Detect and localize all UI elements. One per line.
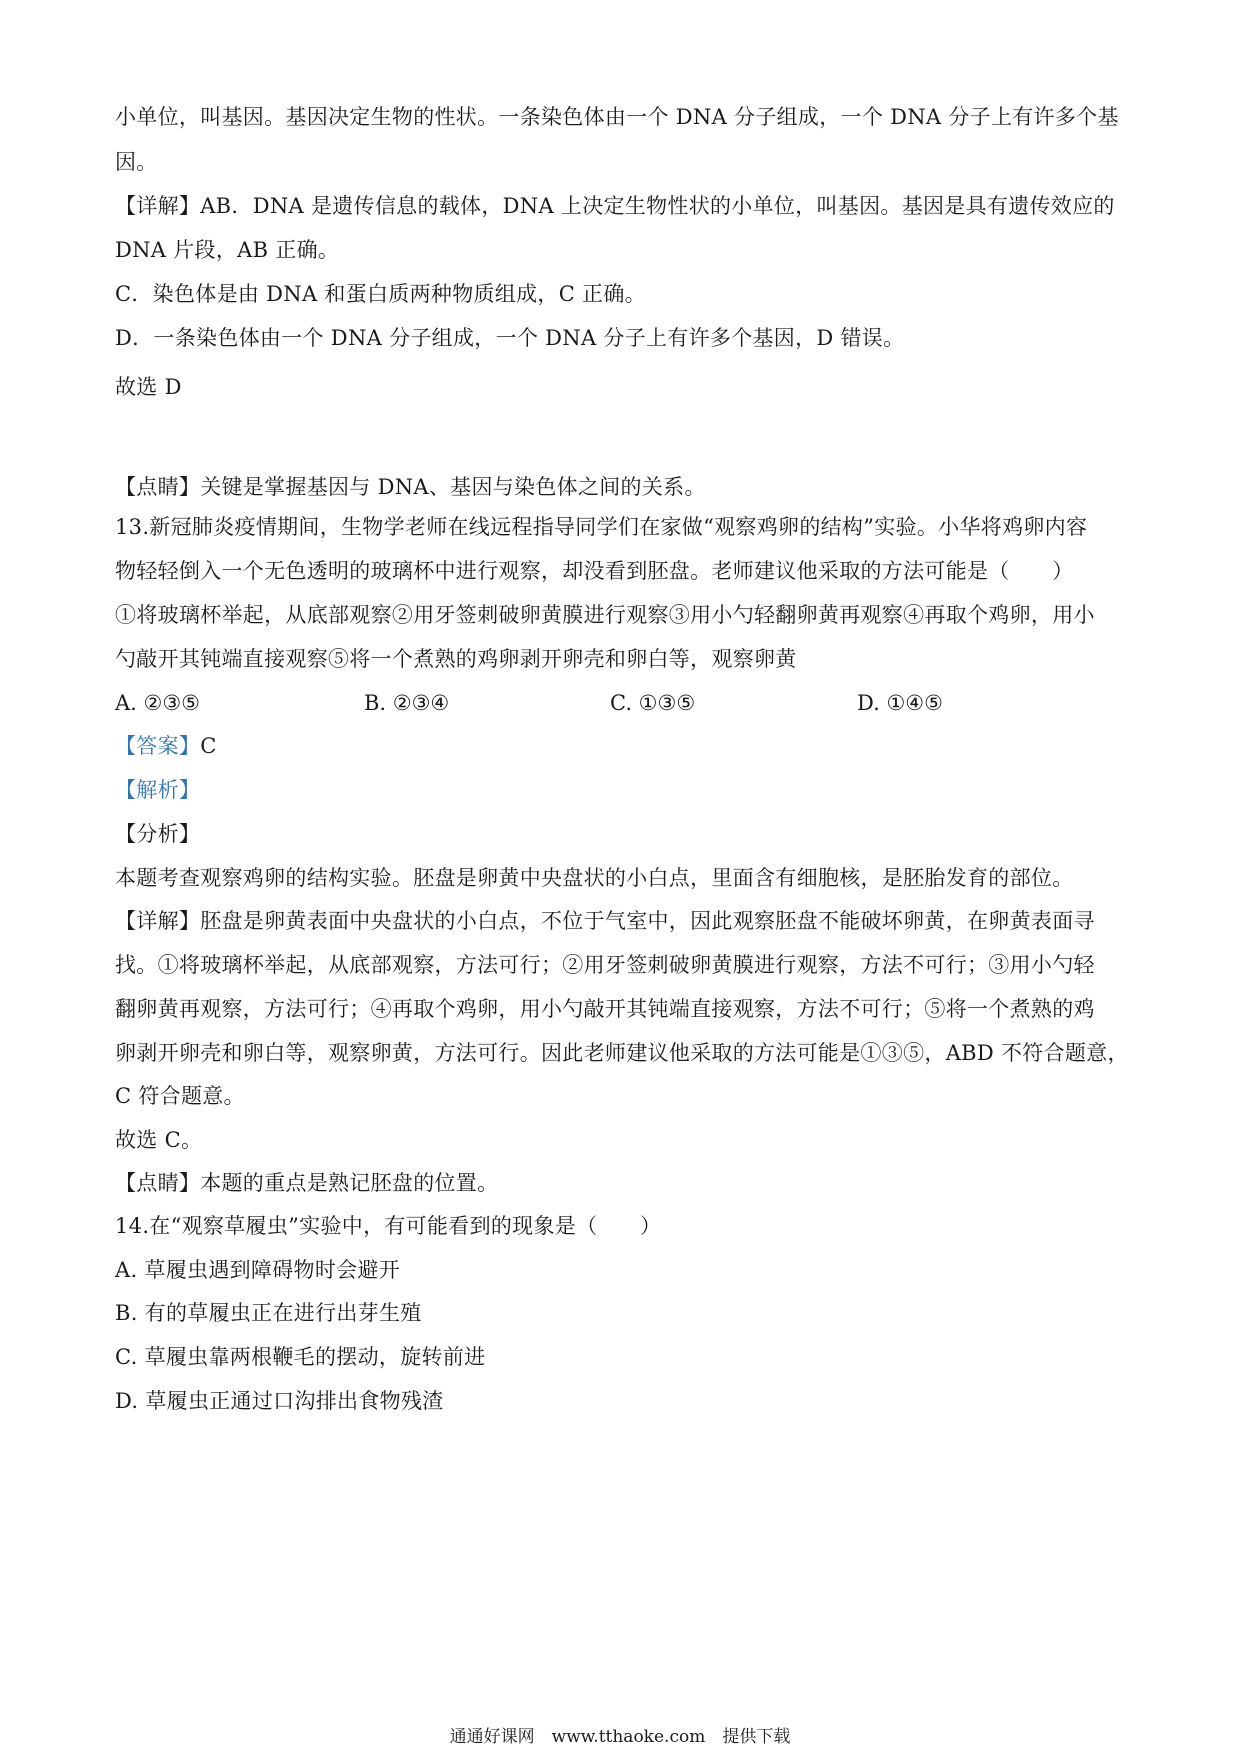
text-line: C．染色体是由 DNA 和蛋白质两种物质组成，C 正确。: [115, 282, 646, 306]
fenxi-heading: 【分析】: [115, 822, 201, 846]
text-line: DNA 片段，AB 正确。: [115, 238, 340, 262]
analysis-heading: 【解析】: [115, 778, 201, 802]
question-13-stem: 13.新冠肺炎疫情期间，生物学老师在线远程指导同学们在家做“观察鸡卵的结构”实验。小华将鸡卵内容: [115, 515, 1088, 539]
text-line: 因。: [115, 150, 158, 174]
question-13-stem: ①将玻璃杯举起，从底部观察②用牙签刺破卵黄膜进行观察③用小勺轻翻卵黄再观察④再取个鸡卵，用小: [115, 603, 1095, 627]
conclusion-line: 故选 D: [115, 375, 182, 399]
page-footer: 通通好课网 www.tthaoke.com 提供下载: [449, 1727, 791, 1747]
question-14-stem: 14.在“观察草履虫”实验中，有可能看到的现象是（ ）: [115, 1214, 662, 1238]
detail-paragraph: 翻卵黄再观察，方法可行；④再取个鸡卵，用小勺敲开其钝端直接观察，方法不可行；⑤将一个煮熟的鸡: [115, 997, 1095, 1021]
answer-label: 【答案】: [115, 734, 201, 758]
question-13-option-b: B. ②③④: [364, 691, 450, 715]
key-point-line: 【点睛】关键是掌握基因与 DNA、基因与染色体之间的关系。: [115, 475, 706, 499]
question-14-option-b: B. 有的草履虫正在进行出芽生殖: [115, 1301, 422, 1325]
detail-paragraph: 卵剥开卵壳和卵白等，观察卵黄，方法可行。因此老师建议他采取的方法可能是①③⑤，ABD 不符合题意，: [115, 1041, 1129, 1065]
detail-paragraph: 【详解】AB．DNA 是遗传信息的载体，DNA 上决定生物性状的小单位，叫基因。基因是具有遗传效应的: [115, 194, 1115, 218]
question-14-option-c: C. 草履虫靠两根鞭毛的摆动，旋转前进: [115, 1345, 486, 1369]
analysis-text: 本题考查观察鸡卵的结构实验。胚盘是卵黄中央盘状的小白点，里面含有细胞核，是胚胎发育的部位。: [115, 866, 1074, 890]
question-13-option-a: A. ②③⑤: [115, 691, 200, 715]
detail-paragraph: 找。①将玻璃杯举起，从底部观察，方法可行；②用牙签刺破卵黄膜进行观察，方法不可行；③用小勺轻: [115, 953, 1095, 977]
question-14-option-d: D. 草履虫正通过口沟排出食物残渣: [115, 1389, 444, 1413]
question-14-option-a: A. 草履虫遇到障碍物时会避开: [115, 1258, 401, 1282]
question-13-stem: 物轻轻倒入一个无色透明的玻璃杯中进行观察，却没看到胚盘。老师建议他采取的方法可能是（ ）: [115, 559, 1074, 583]
key-point-line: 【点睛】本题的重点是熟记胚盘的位置。: [115, 1171, 499, 1195]
question-13-stem: 勺敲开其钝端直接观察⑤将一个煮熟的鸡卵剥开卵壳和卵白等，观察卵黄: [115, 647, 797, 671]
question-13-option-d: D. ①④⑤: [857, 691, 943, 715]
answer-value: C: [200, 734, 217, 758]
question-13-option-c: C. ①③⑤: [610, 691, 696, 715]
detail-paragraph: C 符合题意。: [115, 1084, 245, 1108]
detail-paragraph: 【详解】胚盘是卵黄表面中央盘状的小白点，不位于气室中，因此观察胚盘不能破坏卵黄，在卵黄表面寻: [115, 909, 1095, 933]
answer-line: [115, 731, 217, 761]
text-line: D．一条染色体由一个 DNA 分子组成，一个 DNA 分子上有许多个基因，D 错误。: [115, 326, 905, 350]
text-line: 小单位，叫基因。基因决定生物的性状。一条染色体由一个 DNA 分子组成，一个 DNA 分子上有许多个基: [115, 105, 1119, 129]
conclusion-line: 故选 C。: [115, 1128, 203, 1152]
